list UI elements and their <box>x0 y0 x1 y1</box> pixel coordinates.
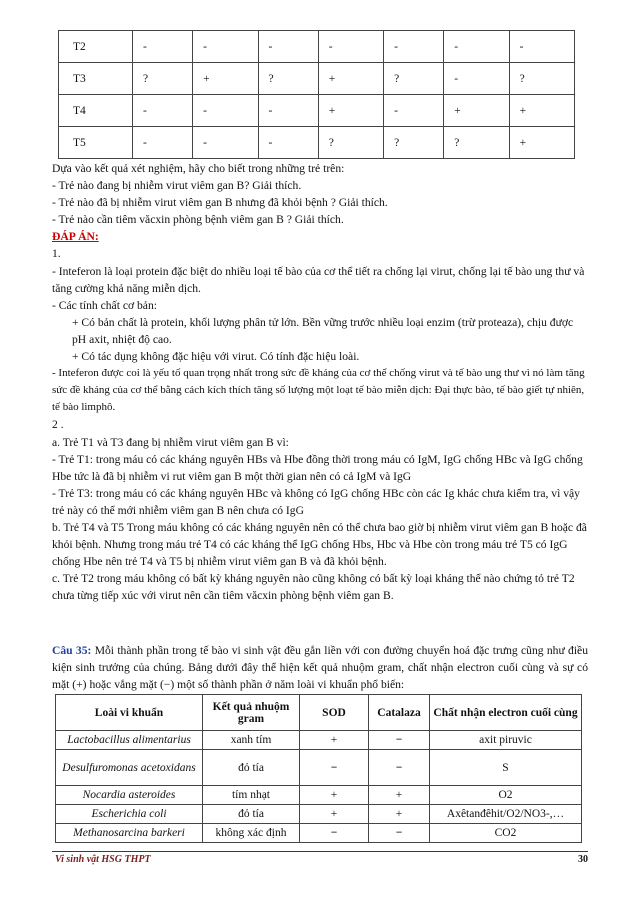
answer-p9: b. Trẻ T4 và T5 Trong máu không có các kháng nguyên nên có thể chưa bao giờ bị nhiễm virut viêm gan B hoặc đã khỏi bệnh. Nhưng trong máu trẻ T4 có các kháng thể IgG chống Hbs, Hbc và Hbe còn trong máu trẻ T5 có IgG chống Hbe nên trẻ T4 và T5 bị nhiễm virut viêm gan B và đã khỏi bệnh. <box>52 520 587 569</box>
result-cell: - <box>258 31 318 63</box>
bacteria-row <box>56 731 582 750</box>
result-cell: ? <box>133 63 193 95</box>
header-gram: Kết quả nhuộm gram <box>203 695 300 731</box>
bacteria-table <box>55 694 582 843</box>
header-sod: SOD <box>300 695 369 731</box>
result-cell: - <box>133 127 193 159</box>
acceptor-cell: Axêtanđêhit/O2/NO3-,… <box>430 805 582 824</box>
result-cell: - <box>133 31 193 63</box>
answer-number-1: 1. <box>52 247 61 261</box>
result-cell: ? <box>258 63 318 95</box>
gram-cell: đỏ tía <box>203 750 300 786</box>
result-cell: - <box>509 31 574 63</box>
answer-p10: c. Trẻ T2 trong máu không có bất kỳ kháng nguyên nào cũng không có bất kỳ loại kháng thể nào chứng tỏ trẻ T2 chưa từng tiếp xúc với virut nên cần tiêm văcxin phòng bệnh viêm gan B. <box>52 572 575 603</box>
result-cell: ? <box>384 63 444 95</box>
catalase-cell: + <box>369 786 430 805</box>
answer-p4: + Có tác dụng không đặc hiệu với virut. Có tính đặc hiệu loài. <box>72 350 360 364</box>
result-cell: ? <box>384 127 444 159</box>
species-cell: Escherichia coli <box>56 805 203 824</box>
result-cell: - <box>258 127 318 159</box>
answer-p6: a. Trẻ T1 và T3 đang bị nhiễm virut viêm gan B vì: <box>52 435 289 449</box>
result-cell: + <box>193 63 258 95</box>
bacteria-row <box>56 786 582 805</box>
species-cell: Lactobacillus alimentarius <box>56 731 203 750</box>
catalase-cell: − <box>369 731 430 750</box>
catalase-cell: − <box>369 824 430 843</box>
result-row <box>59 95 575 127</box>
acceptor-cell: O2 <box>430 786 582 805</box>
result-row <box>59 127 575 159</box>
answer-p2: - Các tính chất cơ bản: <box>52 298 157 312</box>
test-results-table <box>58 30 575 159</box>
species-cell: Desulfuromonas acetoxidans <box>56 750 203 786</box>
answer-p7: - Trẻ T1: trong máu có các kháng nguyên HBs và Hbe đồng thời trong máu có IgM, IgG chống HBc và IgG chống Hbe tức là đã bị nhiễm vi rut viêm gan B một thời gian nên có cả IgM và IgG <box>52 452 583 483</box>
result-cell: - <box>384 31 444 63</box>
bacteria-row <box>56 824 582 843</box>
answer-p8: - Trẻ T3: trong máu có các kháng nguyên HBc và không có IgG chống HBc còn các Ig khác chưa kiểm tra, vì vậy trẻ này có thể mới nhiễm viêm gan B nên chưa có IgG <box>52 486 580 517</box>
page-number: 30 <box>578 854 588 865</box>
footer-divider <box>52 851 588 852</box>
question-35-text: Mỗi thành phần trong tế bào vi sinh vật đều gắn liền với con đường chuyển hoá đặc trưng cũng như điều kiện sinh trưởng của chúng. Bảng dưới đây thể hiện kết quả nhuộm gram, chất nhận electron cuối cùng và sự có mặt (+) hoặc vắng mặt (−) một số thành phần ở năm loài vi khuẩn phổ biến: <box>52 644 588 692</box>
header-catalase: Catalaza <box>369 695 430 731</box>
sod-cell: − <box>300 750 369 786</box>
sod-cell: + <box>300 805 369 824</box>
species-cell: Methanosarcina barkeri <box>56 824 203 843</box>
result-row <box>59 31 575 63</box>
result-cell: + <box>509 95 574 127</box>
result-cell: - <box>193 127 258 159</box>
result-row <box>59 63 575 95</box>
gram-cell: đỏ tía <box>203 805 300 824</box>
acceptor-cell: CO2 <box>430 824 582 843</box>
gram-cell: tím nhạt <box>203 786 300 805</box>
questions-intro: Dựa vào kết quả xét nghiệm, hãy cho biết trong những trẻ trên: <box>52 162 345 175</box>
header-species: Loài vi khuẩn <box>56 695 203 731</box>
result-cell: ? <box>509 63 574 95</box>
result-cell: + <box>318 63 383 95</box>
acceptor-cell: axit piruvic <box>430 731 582 750</box>
bacteria-row <box>56 750 582 786</box>
catalase-cell: − <box>369 750 430 786</box>
bacteria-row <box>56 805 582 824</box>
answer-p5: - Inteferon được coi là yếu tố quan trọng nhất trong sức đề kháng của cơ thể chống virut và tế bào ung thư vì nó làm tăng sức đề kháng của cơ thể bằng cách kích thích tăng số lượng một loạt tế bào miễn dịch: Đại thực bào, tế bào giết tự nhiên, tế bào limphô. <box>52 367 585 414</box>
result-cell: + <box>509 127 574 159</box>
footer-title: Vi sinh vật HSG THPT <box>55 854 151 865</box>
answer-number-2: 2 . <box>52 418 64 432</box>
acceptor-cell: S <box>430 750 582 786</box>
question-1: - Trẻ nào đang bị nhiễm virut viêm gan B? Giải thích. <box>52 179 302 193</box>
question-2: - Trẻ nào đã bị nhiễm virut viêm gan B nhưng đã khỏi bệnh ? Giải thích. <box>52 196 388 210</box>
result-cell: - <box>384 95 444 127</box>
gram-cell: không xác định <box>203 824 300 843</box>
result-cell: - <box>193 95 258 127</box>
answer-heading: ĐÁP ÁN: <box>52 230 99 244</box>
result-cell: - <box>318 31 383 63</box>
question-block <box>52 160 588 604</box>
result-cell: - <box>133 95 193 127</box>
row-label-cell: T3 <box>59 63 133 95</box>
header-electron-acceptor: Chất nhận electron cuối cùng <box>430 695 582 731</box>
result-cell: - <box>258 95 318 127</box>
gram-cell: xanh tím <box>203 731 300 750</box>
sod-cell: + <box>300 731 369 750</box>
question-35 <box>52 642 588 693</box>
row-label-cell: T5 <box>59 127 133 159</box>
species-cell: Nocardia asteroides <box>56 786 203 805</box>
answer-p1: - Inteferon là loại protein đặc biệt do nhiều loại tế bào của cơ thể tiết ra chống lại virut, chống lại tế bào ung thư và tăng cường khả năng miễn dịch. <box>52 264 585 295</box>
result-cell: - <box>193 31 258 63</box>
sod-cell: + <box>300 786 369 805</box>
result-cell: ? <box>444 127 509 159</box>
result-cell: - <box>444 31 509 63</box>
catalase-cell: + <box>369 805 430 824</box>
question-35-label: Câu 35: <box>52 644 92 657</box>
question-3: - Trẻ nào cần tiêm văcxin phòng bệnh viêm gan B ? Giải thích. <box>52 213 344 227</box>
result-cell: ? <box>318 127 383 159</box>
result-cell: + <box>318 95 383 127</box>
sod-cell: − <box>300 824 369 843</box>
result-cell: + <box>444 95 509 127</box>
row-label-cell: T4 <box>59 95 133 127</box>
row-label-cell: T2 <box>59 31 133 63</box>
result-cell: - <box>444 63 509 95</box>
answer-p3: + Có bản chất là protein, khối lượng phân tử lớn. Bền vững trước nhiều loại enzim (trừ proteaza), chịu được pH axit, nhiệt độ cao. <box>72 315 574 346</box>
